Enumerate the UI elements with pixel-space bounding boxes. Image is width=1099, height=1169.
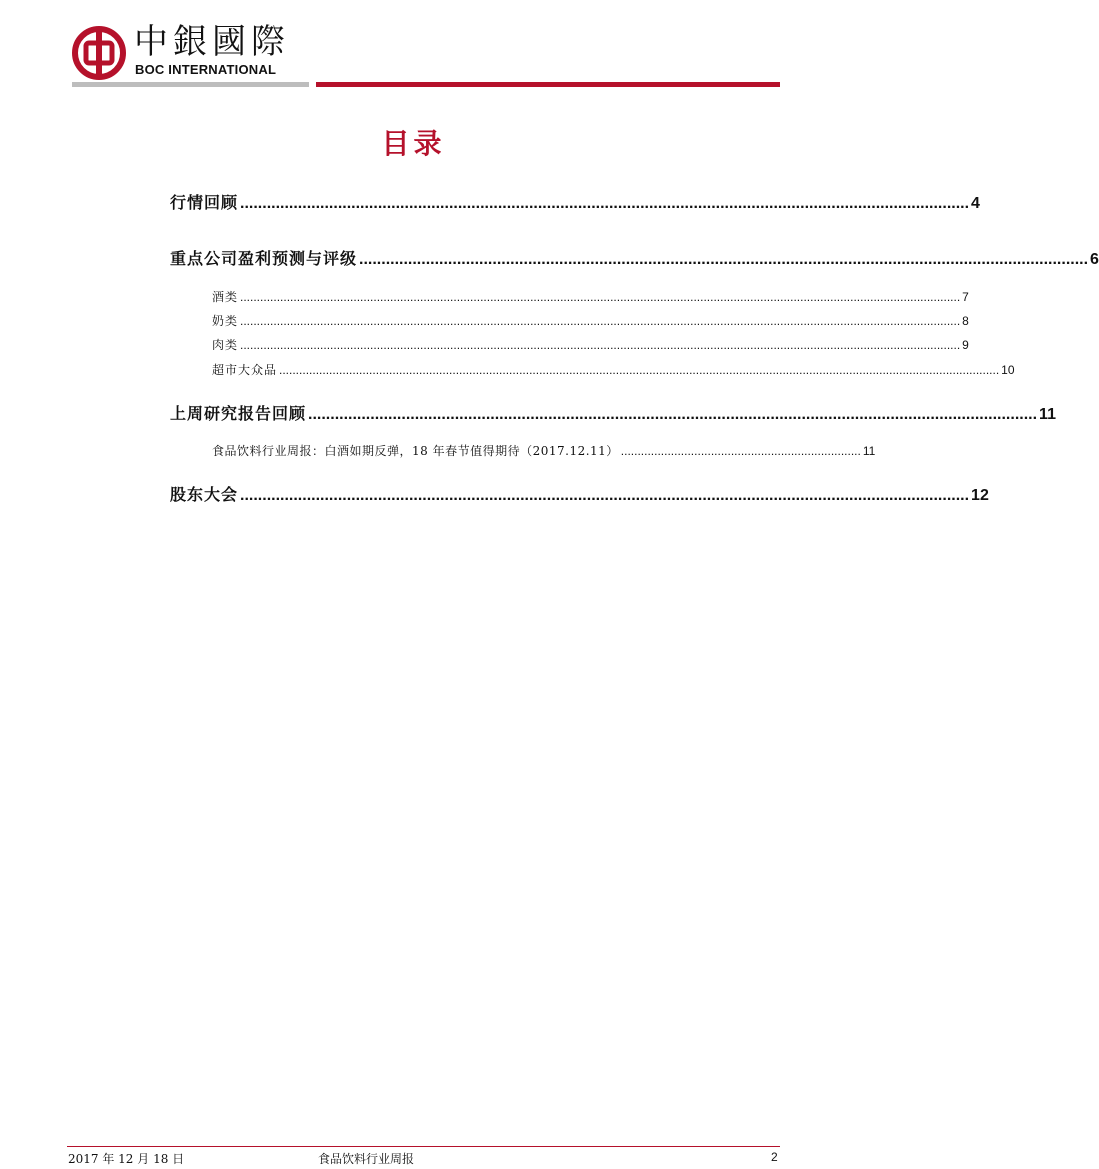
toc-leader-dots: .................................................................................................................................................................... [240,487,970,504]
header-rule-gray [72,82,309,87]
toc-entry-page: 7 [962,290,969,304]
footer-date: 2017 年 12 月 18 日 [68,1152,185,1166]
logo-english-text: BOC INTERNATIONAL [135,62,277,77]
toc-leader-dots: ........................................................................................................................................................................................................................ [279,363,1000,377]
toc-entry-label: 上周研究报告回顾 [170,404,307,423]
toc-entry-page: 11 [1039,406,1056,423]
header-rule-red [316,82,780,87]
footer-rule [67,1146,780,1147]
toc-entry-meat[interactable] [212,336,969,353]
toc-entry-earnings-forecast[interactable] [170,246,1099,269]
toc-leader-dots: ........................................................................................................................................................................................................................ [240,338,961,352]
toc-entry-shareholder-meeting[interactable] [170,482,989,505]
footer-report-title: 食品饮料行业周报 [318,1152,415,1166]
toc-entry-page: 8 [962,314,969,328]
toc-entry-supermarket[interactable] [212,361,1015,378]
toc-entry-page: 6 [1090,251,1099,268]
toc-leader-dots: ........................................................................................................................................................................................................................ [240,290,961,304]
toc-entry-label: 食品饮料行业周报：白酒如期反弹，18 年春节值得期待（2017.12.11） [212,444,619,458]
toc-entry-page: 10 [1001,363,1015,377]
toc-entry-label: 超市大众品 [212,363,278,377]
logo-chinese-text: 中銀國際 [134,22,290,62]
toc-entry-page: 11 [862,444,876,458]
footer-page-number: 2 [771,1150,778,1164]
toc-entry-weekly-report-item[interactable] [212,442,876,459]
toc-leader-dots: .................................................................................................................................................................... [308,406,1038,423]
toc-entry-weekly-reports[interactable] [170,401,1056,424]
toc-leader-dots: .................................................................................................................................................................... [359,251,1089,268]
toc-entry-page: 9 [962,338,969,352]
boc-logo-icon [72,26,126,80]
toc-entry-liquor[interactable] [212,288,969,305]
toc-entry-label: 重点公司盈利预测与评级 [170,249,358,268]
toc-entry-market-review[interactable] [170,190,980,213]
toc-entry-label: 股东大会 [170,485,239,504]
toc-leader-dots: .................................................................................................................................................................... [240,195,970,212]
boc-international-logo [72,22,312,82]
toc-leader-dots: ........................................................................ [620,444,861,458]
toc-leader-dots: ........................................................................................................................................................................................................................ [240,314,961,328]
toc-title: 目录 [381,127,446,160]
toc-entry-label: 行情回顾 [170,193,239,212]
toc-entry-label: 酒类 [212,290,239,304]
toc-entry-page: 4 [971,195,980,212]
toc-entry-label: 肉类 [212,338,239,352]
toc-entry-dairy[interactable] [212,312,969,329]
toc-entry-label: 奶类 [212,314,239,328]
toc-entry-page: 12 [971,487,989,504]
